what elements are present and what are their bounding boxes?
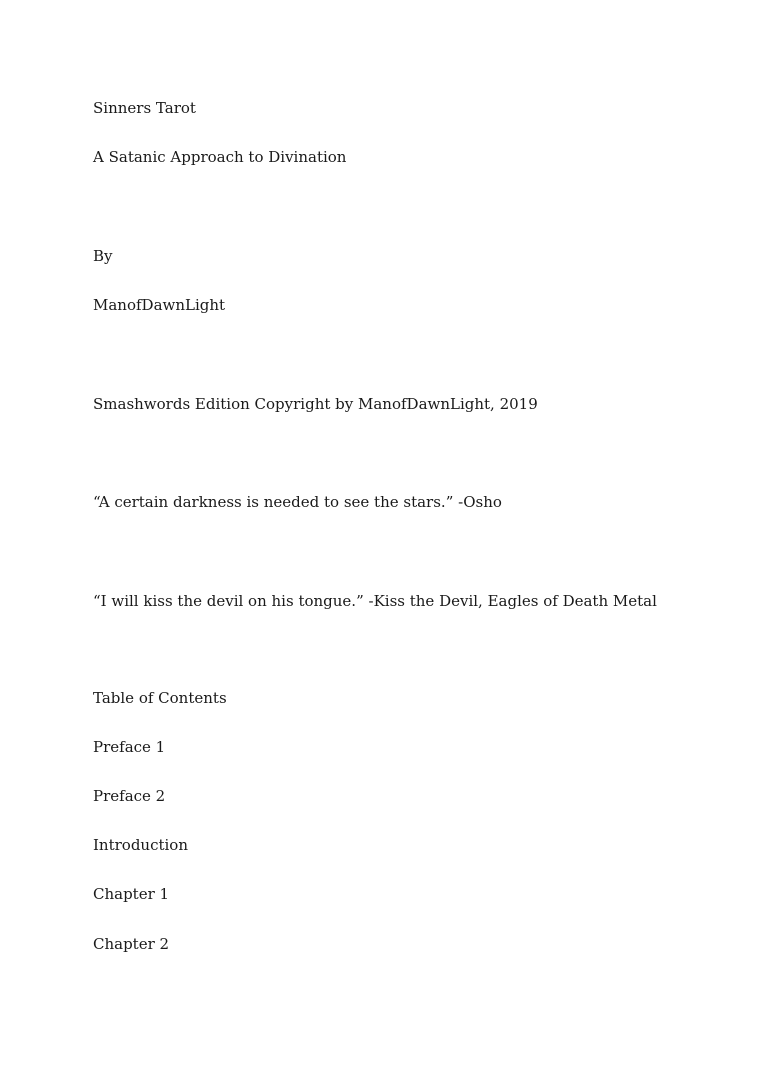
copyright-notice: Smashwords Edition Copyright by ManofDawnLight, 2019 [93,395,538,413]
by-label: By [93,247,113,265]
toc-item-introduction[interactable]: Introduction [93,836,188,854]
epigraph-quote: “A certain darkness is needed to see the stars.” -Osho [93,493,502,511]
toc-item-chapter-1[interactable]: Chapter 1 [93,885,170,903]
toc-heading: Table of Contents [93,689,227,707]
book-title: Sinners Tarot [93,99,196,117]
toc-item-preface-2[interactable]: Preface 2 [93,787,166,805]
book-subtitle: A Satanic Approach to Divination [93,148,347,166]
epigraph-quote: “I will kiss the devil on his tongue.” -Kiss the Devil, Eagles of Death Metal [93,592,657,610]
author-name: ManofDawnLight [93,296,226,314]
toc-item-preface-1[interactable]: Preface 1 [93,738,166,756]
toc-item-chapter-2[interactable]: Chapter 2 [93,935,170,953]
